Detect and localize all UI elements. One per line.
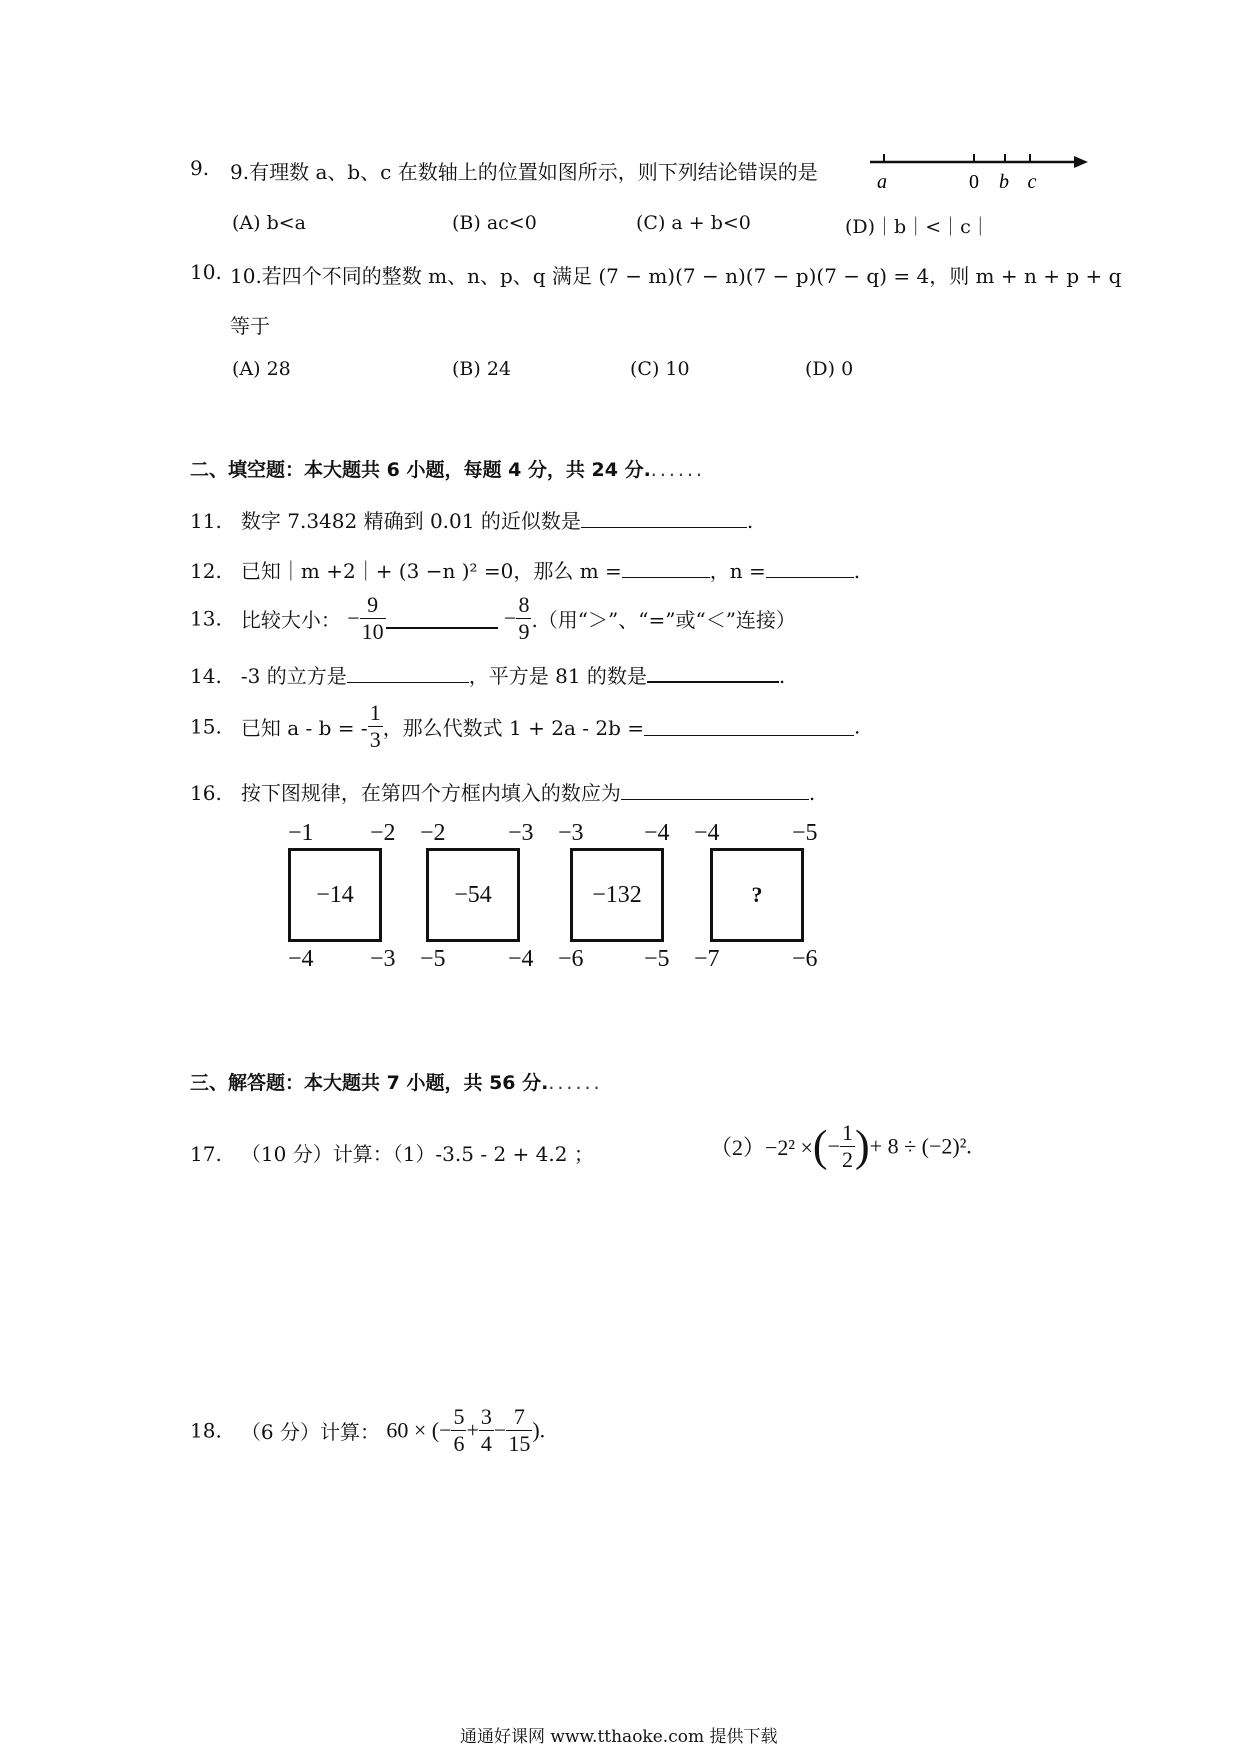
q17-frac-sign: − — [827, 1133, 840, 1159]
axis-label-0: 0 — [969, 171, 979, 193]
q18-frac2-num: 3 — [480, 1404, 492, 1429]
q10-number: 10. — [190, 260, 222, 284]
q17-frac-num: 1 — [842, 1120, 853, 1145]
q9-option-c: (C) a + b<0 — [636, 212, 751, 234]
q9-number: 9. — [190, 156, 210, 180]
q13-prefix: 比较大小： — [240, 608, 341, 632]
box2 — [426, 848, 520, 942]
box2-center: −54 — [454, 881, 492, 908]
box4-top-left: −4 — [694, 820, 720, 846]
q16 — [190, 777, 815, 806]
box2-bottom-right: −4 — [508, 946, 534, 972]
q11-number: 11. — [190, 509, 222, 533]
q18-text: （6 分）计算： — [240, 1420, 380, 1444]
box1-bottom-right: −3 — [370, 946, 396, 972]
q13-frac1-den: 10 — [361, 619, 384, 644]
box2-top-left: −2 — [420, 820, 446, 846]
section-2-title: 二、填空题：本大题共 6 小题，每题 4 分，共 24 分. — [190, 459, 651, 481]
q14-end: . — [778, 664, 786, 688]
box3 — [570, 848, 664, 942]
q18-frac3-num: 7 — [513, 1404, 525, 1429]
q15-end: . — [854, 714, 861, 739]
q13-number: 13. — [190, 606, 222, 631]
q18-frac1-num: 5 — [453, 1404, 465, 1429]
q12-n-blank[interactable] — [766, 559, 854, 578]
q16-answer-blank[interactable] — [621, 781, 809, 800]
section-3-dots: ...... — [548, 1072, 603, 1094]
q11-end: . — [746, 509, 754, 533]
box3-bottom-left: −6 — [558, 946, 584, 972]
q18-frac2-den: 4 — [480, 1431, 492, 1456]
axis-label-b: b — [999, 171, 1009, 193]
box1-top-right: −2 — [370, 820, 396, 846]
q15-suffix: ，那么代数式 1 + 2a - 2b = — [382, 716, 645, 740]
q18-expr-prefix: 60 × (− — [386, 1417, 452, 1443]
q9-stem: 9.有理数 a、b、c 在数轴上的位置如图所示，则下列结论错误的是 — [230, 160, 818, 184]
section-3-heading — [190, 1068, 603, 1095]
q15-frac-num: 1 — [369, 700, 381, 725]
section-2-dots: ...... — [650, 459, 706, 481]
q15-prefix: 已知 a - b = - — [240, 716, 368, 740]
q13-frac2-sign: − — [504, 605, 517, 631]
q14-mid: ，平方是 81 的数是 — [468, 664, 647, 688]
q18-op1: + — [466, 1417, 479, 1443]
q17-part1: （10 分）计算：（1）-3.5 - 2 + 4.2 ； — [240, 1142, 594, 1166]
right-paren: ) — [855, 1121, 870, 1171]
q14-number: 14. — [190, 664, 222, 688]
q13 — [190, 592, 796, 645]
section-2-heading — [190, 455, 705, 482]
box4 — [710, 848, 804, 942]
q12 — [190, 555, 860, 584]
q15-answer-blank[interactable] — [644, 717, 854, 736]
q12-mid: ，n = — [709, 559, 766, 583]
q16-end: . — [808, 781, 816, 805]
q17-part2-prefix: （2）−2² × — [710, 1135, 813, 1160]
box3-top-left: −3 — [558, 820, 584, 846]
axis-label-a: a — [877, 171, 887, 193]
q12-m-blank[interactable] — [622, 559, 710, 578]
q9-option-b: (B) ac<0 — [452, 212, 537, 234]
box4-top-right: −5 — [792, 820, 818, 846]
q13-frac1-num: 9 — [367, 592, 379, 617]
q13-suffix: .（用“＞”、“=”或“＜”连接） — [531, 608, 796, 632]
q15 — [190, 700, 860, 753]
q17-frac-den: 2 — [842, 1147, 853, 1172]
q17-part2-suffix: + 8 ÷ (−2)². — [869, 1133, 972, 1159]
box1-bottom-left: −4 — [288, 946, 314, 972]
q14 — [190, 660, 785, 689]
left-paren: ( — [812, 1121, 828, 1171]
q12-end: . — [853, 559, 861, 583]
box3-bottom-right: −5 — [644, 946, 670, 972]
q13-frac2-den: 9 — [518, 619, 530, 644]
box1-center: −14 — [316, 881, 354, 908]
q9-option-a: (A) b<a — [232, 212, 306, 234]
q16-number: 16. — [190, 781, 222, 805]
q17-number: 17. — [190, 1142, 222, 1166]
q18-fraction-1 — [451, 1404, 466, 1457]
box2-bottom-left: −5 — [420, 946, 446, 972]
q17-fraction — [840, 1120, 855, 1173]
box4-center: ? — [751, 882, 763, 907]
q14-cube-blank[interactable] — [347, 664, 469, 683]
box2-top-right: −3 — [508, 820, 534, 846]
q13-fraction-1 — [360, 592, 386, 645]
q13-fraction-2 — [516, 592, 531, 645]
q12-number: 12. — [190, 559, 222, 583]
q15-fraction — [368, 700, 383, 753]
q17 — [190, 1138, 594, 1167]
q18-expr-suffix: ). — [532, 1417, 546, 1443]
box1-top-left: −1 — [288, 820, 314, 846]
box4-bottom-left: −7 — [694, 946, 720, 972]
q17-part2 — [710, 1120, 972, 1173]
q16-text: 按下图规律，在第四个方框内填入的数应为 — [240, 781, 621, 805]
q11-text: 数字 7.3482 精确到 0.01 的近似数是 — [240, 509, 581, 533]
q18-number: 18. — [190, 1418, 222, 1443]
q11-answer-blank[interactable] — [581, 509, 747, 528]
box3-top-right: −4 — [644, 820, 670, 846]
section-3-title: 三、解答题：本大题共 7 小题，共 56 分. — [190, 1072, 549, 1094]
q10-option-c: (C) 10 — [630, 358, 690, 380]
q10-stem: 10.若四个不同的整数 m、n、p、q 满足 (7 − m)(7 − n)(7 − p)(7 − q) = 4，则 m + n + p + q — [230, 264, 1122, 288]
q9-option-d: (D)｜b｜<｜c｜ — [845, 216, 990, 238]
q18-op2: − — [493, 1417, 507, 1443]
box1 — [288, 848, 382, 942]
q13-frac2-num: 8 — [518, 592, 530, 617]
q15-frac-den: 3 — [369, 727, 381, 752]
q10-stem-continued: 等于 — [230, 314, 270, 338]
q13-answer-blank[interactable] — [386, 609, 498, 629]
q18-frac3-den: 15 — [508, 1431, 531, 1456]
number-line-figure — [860, 148, 1090, 198]
box3-center: −132 — [592, 881, 642, 908]
q10-option-b: (B) 24 — [452, 358, 512, 380]
q18-fraction-3 — [506, 1404, 532, 1457]
q10-option-d: (D) 0 — [805, 358, 854, 380]
q13-frac1-sign: − — [347, 605, 360, 631]
q15-number: 15. — [190, 714, 222, 739]
q11 — [190, 505, 753, 534]
q10-option-a: (A) 28 — [232, 358, 291, 380]
axis-label-c: c — [1027, 171, 1037, 193]
q18-frac1-den: 6 — [453, 1431, 465, 1456]
page-footer: 通通好课网 www.tthaoke.com 提供下载 — [460, 1727, 778, 1747]
q12-text: 已知｜m +2｜+ (3 −n )² =0，那么 m = — [240, 559, 622, 583]
box4-bottom-right: −6 — [792, 946, 818, 972]
q18-fraction-2 — [479, 1404, 494, 1457]
q18 — [190, 1404, 545, 1457]
q14-square-blank[interactable] — [647, 663, 779, 683]
q14-text: -3 的立方是 — [240, 664, 347, 688]
